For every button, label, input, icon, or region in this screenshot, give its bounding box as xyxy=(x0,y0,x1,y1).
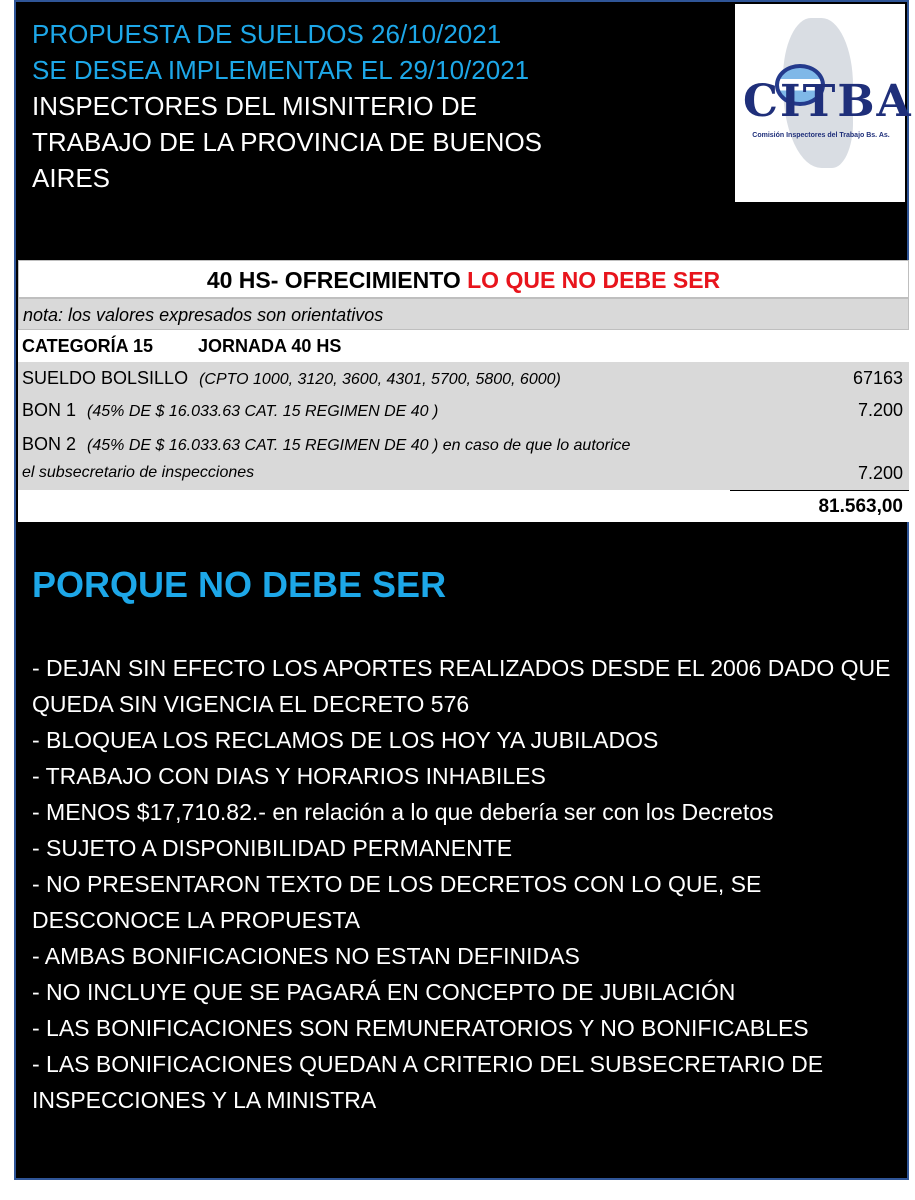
bon2-note: (45% DE $ 16.033.63 CAT. 15 REGIMEN DE 40 ) en caso de que lo autorice xyxy=(87,437,631,454)
table-row-bon1 xyxy=(18,394,909,426)
reason-item: - AMBAS BONIFICACIONES NO ESTAN DEFINIDAS xyxy=(32,943,580,969)
header-line-implement: SE DESEA IMPLEMENTAR EL 29/10/2021 xyxy=(32,55,530,85)
table-header-warning: LO QUE NO DEBE SER xyxy=(467,267,721,293)
logo-subtitle: Comisión Inspectores del Trabajo Bs. As. xyxy=(752,132,890,139)
table-header-offer: 40 HS- OFRECIMIENTO xyxy=(206,267,461,293)
bon2-amount: 7.200 xyxy=(857,463,903,483)
table-note: nota: los valores expresados son orientativos xyxy=(18,298,909,330)
jornada-label: JORNADA 40 HS xyxy=(198,336,342,356)
table-category-row xyxy=(18,330,909,362)
sueldo-amount: 67163 xyxy=(852,368,903,388)
bon1-note: (45% DE $ 16.033.63 CAT. 15 REGIMEN DE 40 ) xyxy=(87,403,439,420)
sueldo-note: (CPTO 1000, 3120, 3600, 4301, 5700, 5800, 6000) xyxy=(199,371,561,388)
header-line-inspectores: INSPECTORES DEL MISNITERIO DE xyxy=(32,91,477,121)
sueldo-label: SUELDO BOLSILLO xyxy=(22,368,189,388)
header-block xyxy=(32,16,732,196)
reason-item: - DEJAN SIN EFECTO LOS APORTES REALIZADOS DESDE EL 2006 DADO QUE QUEDA SIN VIGENCIA EL DECRETO 576 xyxy=(32,655,891,717)
reasons-title: PORQUE NO DEBE SER xyxy=(32,564,447,605)
reason-item: - MENOS $17,710.82.- en relación a lo que debería ser con los Decretos xyxy=(32,799,774,825)
reason-item: - LAS BONIFICACIONES QUEDAN A CRITERIO DEL SUBSECRETARIO DE INSPECCIONES Y LA MINISTRA xyxy=(32,1051,824,1113)
table-row-total xyxy=(18,490,909,522)
reason-item: - SUJETO A DISPONIBILIDAD PERMANENTE xyxy=(32,835,513,861)
citba-logo xyxy=(735,4,913,202)
reasons-list xyxy=(32,650,892,1118)
category-label: CATEGORÍA 15 xyxy=(22,336,154,356)
bon2-label: BON 2 xyxy=(22,434,77,454)
header-line-trabajo: TRABAJO DE LA PROVINCIA DE BUENOS xyxy=(32,127,543,157)
table-row-bon2-cont xyxy=(18,458,909,490)
total-amount: 81.563,00 xyxy=(818,496,903,517)
bon1-amount: 7.200 xyxy=(857,400,903,420)
reason-item: - NO INCLUYE QUE SE PAGARÁ EN CONCEPTO DE JUBILACIÓN xyxy=(32,979,736,1005)
table-row-sueldo xyxy=(18,362,909,394)
reason-item: - TRABAJO CON DIAS Y HORARIOS INHABILES xyxy=(32,763,546,789)
table-row-bon2 xyxy=(18,426,909,458)
document-sheet xyxy=(14,0,913,1180)
bon1-label: BON 1 xyxy=(22,400,77,420)
reason-item: - BLOQUEA LOS RECLAMOS DE LOS HOY YA JUBILADOS xyxy=(32,727,659,753)
reason-item: - NO PRESENTARON TEXTO DE LOS DECRETOS CON LO QUE, SE DESCONOCE LA PROPUESTA xyxy=(32,871,762,933)
bon2-note-cont: el subsecretario de inspecciones xyxy=(22,464,255,481)
header-line-date: PROPUESTA DE SUELDOS 26/10/2021 xyxy=(32,19,502,49)
header-line-aires: AIRES xyxy=(32,163,111,193)
table-header xyxy=(18,260,909,298)
reason-item: - LAS BONIFICACIONES SON REMUNERATORIOS Y NO BONIFICABLES xyxy=(32,1015,809,1041)
salary-table xyxy=(18,260,909,522)
logo-wordmark: CITBA xyxy=(743,76,913,127)
